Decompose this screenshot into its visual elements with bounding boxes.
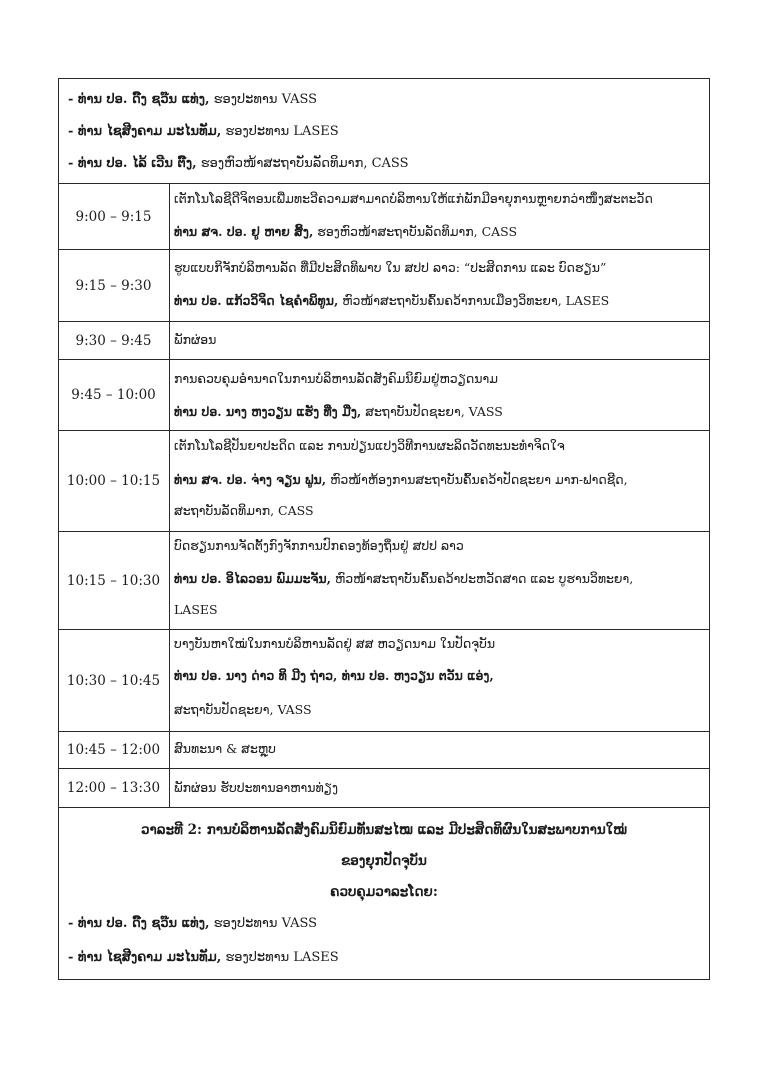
time-cell: 9:15 – 9:30 bbox=[58, 250, 170, 321]
schedule-row bbox=[58, 321, 710, 359]
moderator-name: - ທ່ານ ໄຊສີງຄາມ ມະໄນທັມ, bbox=[68, 124, 222, 139]
speaker-line bbox=[174, 293, 609, 308]
moderator-line bbox=[68, 156, 409, 171]
moderator-line bbox=[68, 124, 339, 139]
speaker-affiliation: ຮອງຫົວໜ້າສະຖາບັນລັດທິມາກ, CASS bbox=[313, 224, 518, 239]
time-cell: 10:45 – 12:00 bbox=[58, 732, 170, 768]
talk-title: ບາງບັນຫາໃໝ່ໃນການບໍລິຫານລັດຢູ່ ສສ ຫວຽດນາມ ໃນປັດຈຸບັນ bbox=[174, 636, 496, 651]
time-cell: 10:15 – 10:30 bbox=[58, 532, 170, 629]
talk-title: ພັກຜ່ອນ ຮັບປະທານອາຫານທ່ຽງ bbox=[174, 780, 338, 795]
content-cell bbox=[169, 250, 710, 321]
talk-title: ເຕັກໂນໂລຊີດີຈິຕອນເພີ່ມທະວີຄວາມສາມາດບໍລິຫານໃຫ້ແກ່ພັກມີອາຍຸການຫຼາຍກວ່າໜຶ່ງສະຕະວັດ bbox=[174, 191, 653, 206]
moderated-by-label: ຄວບຄຸມວາລະໂດຍ: bbox=[330, 884, 438, 900]
moderator-role: ຮອງປະທານ VASS bbox=[209, 92, 318, 107]
speaker-name: ທ່ານ ສຈ. ປອ. ຈ່າງ ຈຽນ ຟູນ, bbox=[174, 472, 327, 487]
speaker-line bbox=[174, 224, 517, 239]
speaker-affiliation-continued: LASES bbox=[174, 602, 218, 617]
speaker-affiliation-continued: ສະຖາບັນປັດຊະຍາ, VASS bbox=[174, 702, 312, 717]
talk-title: ບົດຮຽນການຈັດຕັ້ງກົງຈັກການປົກຄອງທ້ອງຖິ່ນຢູ່ ສປປ ລາວ bbox=[174, 538, 464, 553]
speaker-affiliation-continued: ສະຖາບັນລັດທິມາກ, CASS bbox=[174, 503, 314, 518]
speaker-affiliation: ສະຖາບັນປັດຊະຍາ, VASS bbox=[361, 404, 503, 419]
schedule-row bbox=[58, 531, 710, 629]
schedule-row bbox=[58, 768, 710, 808]
speaker-line bbox=[174, 472, 628, 487]
schedule-row bbox=[58, 183, 710, 249]
speaker-line bbox=[174, 571, 633, 586]
speaker-line bbox=[174, 668, 494, 683]
content-cell bbox=[169, 532, 710, 629]
speaker-name: ທ່ານ ປອ. ນາງ ຫງວຽນ ແຮັງ ທີ່ງ ມີ່ງ, bbox=[174, 404, 362, 419]
time-cell: 9:00 – 9:15 bbox=[58, 184, 170, 249]
content-cell bbox=[169, 184, 710, 249]
content-cell bbox=[169, 360, 710, 430]
talk-title: ສົນທະນາ & ສະຫຼຸບ bbox=[174, 741, 276, 756]
moderator-role: ຮອງປະທານ LASES bbox=[221, 950, 339, 965]
time-cell: 12:00 – 13:30 bbox=[58, 769, 170, 807]
schedule-row bbox=[58, 249, 710, 321]
content-cell bbox=[169, 431, 710, 531]
schedule-row bbox=[58, 731, 710, 768]
speaker-name: ທ່ານ ປອ. ແກ້ວວິຈິດ ໄຊຄຳພິທູນ, bbox=[174, 293, 339, 308]
schedule-row bbox=[58, 430, 710, 531]
moderator-name: - ທ່ານ ປອ. ດົ໊ງ ຊວ໊ນ ແທ່ງ, bbox=[68, 92, 210, 107]
schedule-row bbox=[58, 359, 710, 430]
moderator-role: ຮອງປະທານ LASES bbox=[221, 124, 339, 139]
content-cell bbox=[169, 322, 710, 359]
moderator-name: - ທ່ານ ໄຊສີງຄາມ ມະໄນທັມ, bbox=[68, 950, 222, 965]
moderator-line bbox=[68, 916, 317, 931]
speaker-name: ທ່ານ ປອ. ອິໄລວອນ ພົມມະຈັນ, bbox=[174, 571, 331, 586]
content-cell bbox=[169, 630, 710, 731]
talk-title: ພັກຜ່ອນ bbox=[174, 332, 217, 347]
talk-title: ຮູບແບບກິຈັກບໍລິຫານລັດ ທີ່ມີປະສິດທິພາບ ໃນ ສປປ ລາວ: “ປະສິດການ ແລະ ບົດຮຽນ” bbox=[174, 260, 607, 275]
speaker-name: ທ່ານ ປອ. ນາງ ດ່າວ ທິ ມີງ ຖ່າວ, ທ່ານ ປອ. ຫງວຽນ ຕວັນ ແອ່ງ, bbox=[174, 668, 494, 683]
time-cell: 9:45 – 10:00 bbox=[58, 360, 170, 430]
schedule-row bbox=[58, 629, 710, 731]
talk-title: ເຕັກໂນໂລຊີປັນຍາປະດິດ ແລະ ການປ່ຽນແປງວິທີການຜະລິດວັດທະນະທຳຈິດໃຈ bbox=[174, 438, 565, 453]
moderator-line bbox=[68, 950, 339, 965]
moderator-name: - ທ່ານ ປອ. ດົ໊ງ ຊວ໊ນ ແທ່ງ, bbox=[68, 916, 210, 931]
content-cell bbox=[169, 769, 710, 807]
time-cell: 9:30 – 9:45 bbox=[58, 322, 170, 359]
speaker-affiliation: ຫົວໜ້າຫ້ອງການສະຖາບັນຄົ້ນຄວ້າປັດຊະຍາ ມາກ-ຟາດຊີດ, bbox=[326, 472, 628, 487]
moderator-line bbox=[68, 92, 317, 107]
session-heading: ວາລະທີ 2: ການບໍລິຫານລັດສັງຄົມນິຍົມທັນສະໄໝ ແລະ ມີປະສິດທິຜົນໃນສະພາບການໃໝ່ bbox=[140, 822, 628, 838]
speaker-affiliation: ຫົວໜ້າສະຖາບັນຄົ້ນຄວ້າປະຫວັດສາດ ແລະ ບູຮານວິທະຍາ, bbox=[330, 571, 634, 586]
time-cell: 10:00 – 10:15 bbox=[58, 431, 170, 531]
moderator-role: ຮອງຫົວໜ້າສະຖາບັນລັດທິມາກ, CASS bbox=[196, 156, 409, 171]
moderator-name: - ທ່ານ ປອ. ໄລ້ ເວີນ ຕົ໊ງ, bbox=[68, 156, 197, 171]
speaker-name: ທ່ານ ສຈ. ປອ. ຢູ ຫາຍ ສິ້ງ, bbox=[174, 224, 314, 239]
speaker-line bbox=[174, 404, 503, 419]
talk-title: ການຄວບຄຸມອຳນາດໃນການບໍລິຫານລັດສັງຄົມນິຍົມຢູ່ຫວຽດນາມ bbox=[174, 371, 498, 386]
content-cell bbox=[169, 732, 710, 768]
speaker-affiliation: ຫົວໜ້າສະຖາບັນຄົ້ນຄວ້າການເມືອງວິທະຍາ, LASES bbox=[338, 293, 610, 308]
session-heading-continued: ຂອງຍຸກປັດຈຸບັນ bbox=[341, 853, 427, 869]
time-cell: 10:30 – 10:45 bbox=[58, 630, 170, 731]
moderator-role: ຮອງປະທານ VASS bbox=[209, 916, 318, 931]
